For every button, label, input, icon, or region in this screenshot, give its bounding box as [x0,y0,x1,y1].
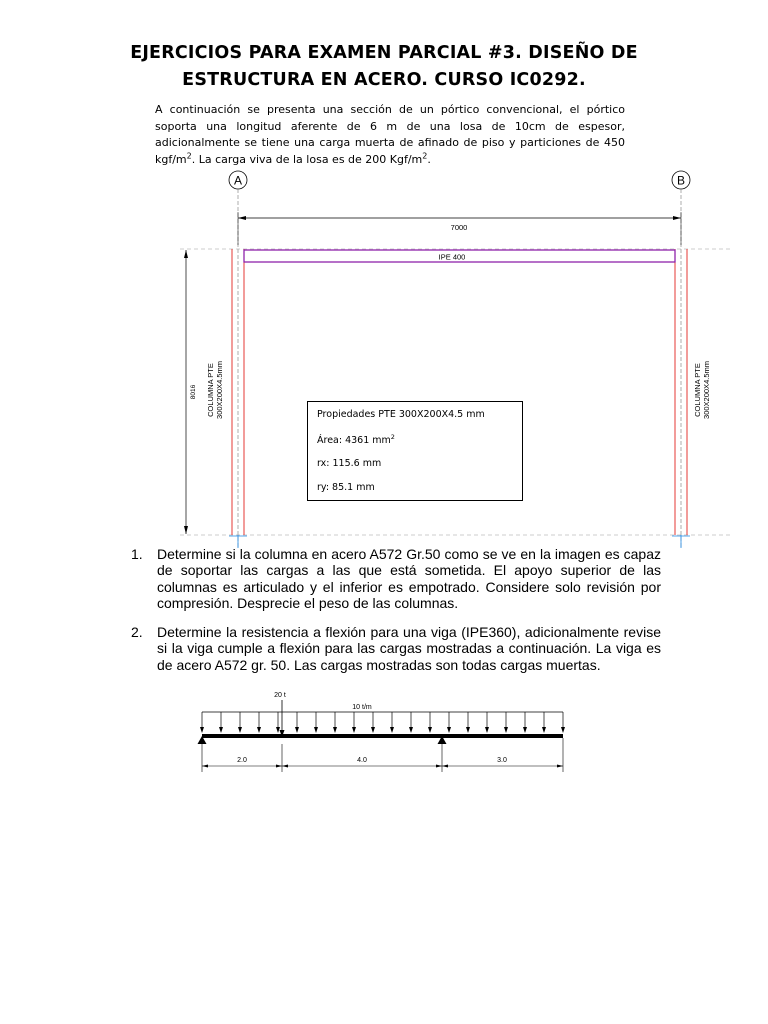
title-line-2: ESTRUCTURA EN ACERO. CURSO IC0292. [182,70,586,90]
load-arrow [485,712,489,733]
dim-label-1: 2.0 [237,757,247,764]
load-arrow [428,712,432,733]
load-arrow [371,712,375,733]
beam-dimensions [202,738,563,772]
right-column-label-line1: COLUMNA PTE [693,363,702,417]
properties-area-sup: 2 [390,433,395,441]
properties-title: Propiedades PTE 300X200X4.5 mm [317,409,485,420]
axis-b-label: B [676,173,686,188]
intro-sup-b: 2 [422,150,428,160]
height-label: 8016 [190,384,197,400]
properties-ry: ry: 85.1 mm [317,482,375,493]
load-arrow [238,712,242,733]
load-arrow [333,712,337,733]
load-arrow [523,712,527,733]
distributed-load [202,704,563,712]
intro-text-b: . La carga viva de la losa es de 200 Kgf/m [191,152,423,166]
properties-area-text: Área: 4361 mm [317,435,391,447]
load-arrow [447,712,451,733]
question-2-number: 2. [131,624,143,640]
distributed-load-label: 10 t/m [352,704,372,711]
load-arrow [561,712,565,733]
load-arrow [409,712,413,733]
load-arrow [390,712,394,733]
point-load-label: 20 t [274,692,286,699]
beam-member [202,734,563,738]
intro-text-a: A continuación se presenta una sección de un pórtico convencional, el pórtico soporta una longitud aferente de 6 m de una losa de 10cm de espesor, adicionalmente se tiene una carga muerta de afinado de piso y particiones de 450 kgf/m [155,103,625,166]
left-column-label-line1: COLUMNA PTE [206,363,215,417]
load-arrow [352,712,356,733]
properties-rx: rx: 115.6 mm [317,458,382,469]
right-column-label-line2: 300X200X4.5mm [702,361,711,419]
beam-label: IPE 400 [438,252,466,262]
left-column-label-line2: 300X200X4.5mm [215,361,224,419]
load-arrow [314,712,318,733]
dim-label-3: 3.0 [497,757,507,764]
intro-text-c: . [427,152,431,166]
question-1-number: 1. [131,546,143,562]
point-load [274,692,286,737]
load-arrow [219,712,223,733]
dim-label-2: 4.0 [357,757,367,764]
load-arrow [295,712,299,733]
load-arrow [466,712,470,733]
span-label: 7000 [450,223,468,232]
load-arrow [542,712,546,733]
axis-a-label: A [233,173,243,188]
question-1-text: Determine si la columna en acero A572 Gr.50 como se ve en la imagen es capaz de soportar las cargas a las que está sometida. El apoyo superior de las columnas es articulado y el inferior es empotrado. Considere solo revisión por compresión. Desprecie el peso de las columnas. [157,546,661,611]
question-2-text: Determine la resistencia a flexión para una viga (IPE360), adicionalmente revise si la viga cumple a flexión para las cargas mostradas a continuación. La viga es de acero A572 gr. 50. Las cargas mostradas son todas cargas muertas. [157,624,661,673]
distributed-load-arrows [200,712,565,733]
load-arrow [257,712,261,733]
load-arrow [504,712,508,733]
load-arrow [276,712,280,733]
intro-sup-a: 2 [186,150,192,160]
load-arrow [200,712,204,733]
title-line-1: EJERCICIOS PARA EXAMEN PARCIAL #3. DISEÑO DE [130,43,638,63]
